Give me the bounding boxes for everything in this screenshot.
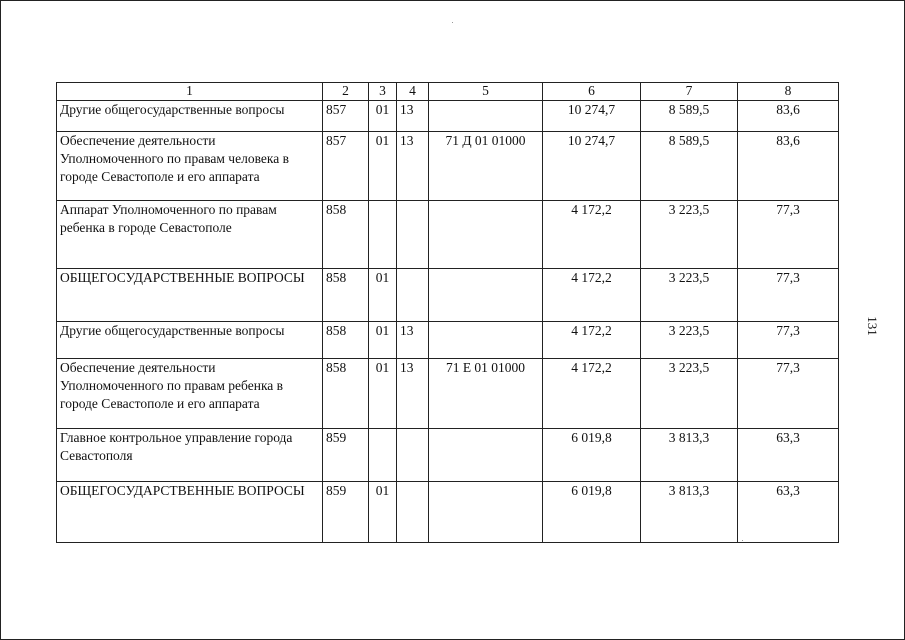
scan-speck xyxy=(452,22,453,23)
row-percent: 63,3 xyxy=(738,429,839,482)
page-number: 131 xyxy=(865,316,880,336)
row-name: Другие общегосударственные вопросы xyxy=(57,322,323,359)
row-name: Обеспечение деятельности Уполномоченного по правам ребенка в городе Севастополе и его аппарата xyxy=(57,359,323,429)
table-row xyxy=(57,201,839,269)
header-cell: 7 xyxy=(641,83,738,101)
row-plan: 4 172,2 xyxy=(543,201,641,269)
row-section: 01 xyxy=(369,269,397,322)
row-percent: 63,3 xyxy=(738,482,839,543)
row-percent: 77,3 xyxy=(738,322,839,359)
row-name: Главное контрольное управление города Севастополя xyxy=(57,429,323,482)
row-section xyxy=(369,201,397,269)
header-cell: 1 xyxy=(57,83,323,101)
row-percent: 77,3 xyxy=(738,269,839,322)
row-actual: 8 589,5 xyxy=(641,132,738,201)
row-code: 859 xyxy=(323,482,369,543)
row-code: 858 xyxy=(323,201,369,269)
table-row xyxy=(57,359,839,429)
row-name: ОБЩЕГОСУДАРСТВЕННЫЕ ВОПРОСЫ xyxy=(57,269,323,322)
row-actual: 8 589,5 xyxy=(641,101,738,132)
row-subsection: 13 xyxy=(397,322,429,359)
row-plan: 4 172,2 xyxy=(543,322,641,359)
row-percent: 77,3 xyxy=(738,359,839,429)
table-row xyxy=(57,269,839,322)
row-subsection xyxy=(397,201,429,269)
row-target: 71 Е 01 01000 xyxy=(429,359,543,429)
row-code: 858 xyxy=(323,322,369,359)
row-name: Аппарат Уполномоченного по правам ребенка в городе Севастополе xyxy=(57,201,323,269)
row-plan: 10 274,7 xyxy=(543,101,641,132)
row-section: 01 xyxy=(369,359,397,429)
row-plan: 6 019,8 xyxy=(543,429,641,482)
row-plan: 6 019,8 xyxy=(543,482,641,543)
row-percent: 83,6 xyxy=(738,101,839,132)
row-actual: 3 223,5 xyxy=(641,359,738,429)
row-target xyxy=(429,482,543,543)
row-section xyxy=(369,429,397,482)
row-actual: 3 813,3 xyxy=(641,482,738,543)
header-cell: 4 xyxy=(397,83,429,101)
row-target xyxy=(429,322,543,359)
header-cell: 2 xyxy=(323,83,369,101)
row-actual: 3 223,5 xyxy=(641,269,738,322)
row-subsection: 13 xyxy=(397,359,429,429)
row-code: 857 xyxy=(323,132,369,201)
header-cell: 5 xyxy=(429,83,543,101)
table-header-row xyxy=(57,83,839,101)
row-actual: 3 223,5 xyxy=(641,322,738,359)
row-section: 01 xyxy=(369,482,397,543)
table-row xyxy=(57,101,839,132)
row-subsection xyxy=(397,482,429,543)
row-code: 857 xyxy=(323,101,369,132)
row-subsection xyxy=(397,429,429,482)
header-cell: 6 xyxy=(543,83,641,101)
row-subsection: 13 xyxy=(397,101,429,132)
table-row xyxy=(57,429,839,482)
row-plan: 4 172,2 xyxy=(543,269,641,322)
table-row xyxy=(57,482,839,543)
budget-table xyxy=(56,82,839,543)
row-name: ОБЩЕГОСУДАРСТВЕННЫЕ ВОПРОСЫ xyxy=(57,482,323,543)
row-code: 859 xyxy=(323,429,369,482)
row-percent: 83,6 xyxy=(738,132,839,201)
header-cell: 3 xyxy=(369,83,397,101)
row-target: 71 Д 01 01000 xyxy=(429,132,543,201)
row-plan: 10 274,7 xyxy=(543,132,641,201)
row-code: 858 xyxy=(323,269,369,322)
row-section: 01 xyxy=(369,322,397,359)
row-percent: 77,3 xyxy=(738,201,839,269)
row-section: 01 xyxy=(369,101,397,132)
row-actual: 3 223,5 xyxy=(641,201,738,269)
row-actual: 3 813,3 xyxy=(641,429,738,482)
table-row xyxy=(57,322,839,359)
row-section: 01 xyxy=(369,132,397,201)
row-plan: 4 172,2 xyxy=(543,359,641,429)
row-target xyxy=(429,269,543,322)
row-code: 858 xyxy=(323,359,369,429)
row-target xyxy=(429,201,543,269)
row-name: Другие общегосударственные вопросы xyxy=(57,101,323,132)
row-name: Обеспечение деятельности Уполномоченного по правам человека в городе Севастополе и его аппарата xyxy=(57,132,323,201)
row-subsection xyxy=(397,269,429,322)
row-target xyxy=(429,101,543,132)
row-target xyxy=(429,429,543,482)
row-subsection: 13 xyxy=(397,132,429,201)
header-cell: 8 xyxy=(738,83,839,101)
table-row xyxy=(57,132,839,201)
